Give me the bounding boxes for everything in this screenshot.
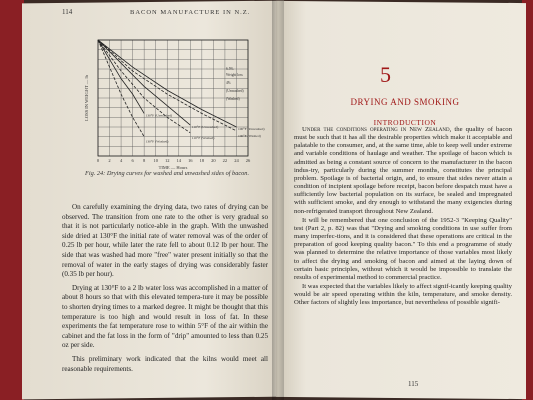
paragraph-text: the quality of bacon must be such that it has all the desirable properties which make it acceptable and palatable to the consumer, and, at the same time, able to keep well under extreme and variable conditions of haulage and weather. The spoilage of bacon which is admitted as being a constant source of concern to the manufacturer in the bacon indus-try, particularly during the summer months, constitutes the principal problem. Spoilage is of bacterial origin, and, to ensure that sides never attain a condition of incipient spoilage before receipt, bacon before despatch must have a sufficiently low bacterial population on its surface, be sealed and impregnated with sufficient smoke, and dry enough to withstand the many exigencies during non-refrigerated transport throughout New Zealand. xyxy=(294,126,512,215)
x-tick-label: 4 xyxy=(119,158,123,163)
x-tick-label: 24 xyxy=(234,158,239,163)
section-title: INTRODUCTION xyxy=(373,118,437,127)
chart-annotation: Weight loss xyxy=(226,73,243,77)
left-paragraph-2: Drying at 130°F to a 2 lb water loss was accomplished in a matter of about 8 hours so that with this elevated tempera-ture it may be possible to shorten drying times to a marked degree. It might be thought that this temperature is too high and would result in loss of fat. In these experiments the fat temperature rose to within 5°F of the air within the cabinet and the fat loss in the form of "drip" amounted to less than 0.25 oz per side. xyxy=(62,283,268,350)
x-tick-label: 6 xyxy=(131,158,134,163)
chapter-title: DRYING AND SMOKING xyxy=(350,97,460,107)
series-label: 100°F (Washed) xyxy=(237,133,261,138)
x-tick-label: 10 xyxy=(153,158,158,163)
left-running-header: BACON MANUFACTURE IN N.Z. xyxy=(130,9,251,16)
right-paragraph-2: It will be remembered that one conclusion of the 1952-3 "Keeping Quality" test (Part 2, p. 82) was that "Drying and smoking conditions in use suffer from many imperfec-tions, and it is considered that these operations are critical in the preparation of good keeping quality bacon." To this end a programme of study was planned to determine the relative importance of those variables most likely to affect the drying and smoking of bacon and aimed at the laying down of certain basic principles, without which it would be impossible to translate the results of experimental method to commercial practice. xyxy=(294,216,512,281)
x-tick-label: 12 xyxy=(164,158,170,163)
drying-curves-chart xyxy=(58,22,268,192)
x-tick-label: 16 xyxy=(188,158,193,163)
right-paragraph-3: It was expected that the variables likely to affect signif-icantly keeping quality would be air speed operating within the kiln, temperature, and smoke density. Other factors of slightly less importance, but nevertheless of possible signifi- xyxy=(294,282,512,307)
x-tick-label: 8 xyxy=(143,158,146,163)
x-tick-label: 26 xyxy=(245,158,251,163)
left-body-text xyxy=(62,203,268,378)
right-body-text xyxy=(294,126,512,308)
series-label: 100°F (Unwashed) xyxy=(237,127,265,131)
chapter-number: 5 xyxy=(380,62,391,87)
right-page-number: 115 xyxy=(408,380,419,388)
chart-annotation: (Washed) xyxy=(226,97,240,101)
book-cover-left xyxy=(0,0,24,400)
left-page-number: 114 xyxy=(62,8,73,16)
x-tick-label: 18 xyxy=(199,158,205,163)
x-tick-label: 2 xyxy=(108,158,111,163)
series-label: 130°F (Washed) xyxy=(145,139,169,144)
left-paragraph-1: On carefully examining the drying data, two rates of drying can be observed. The transition from one rate to the other is very gradual so that it is not particularly notice-able in the graph. With the unwashed side dried at 130°F the initial rate of water removal was of the order of 0.25 lb per hour, while later the rate fell to about 0.12 lb per hour. The side that was washed had more "free" water present initially so that the removal of water in the early stages of drying was considerably faster (0.35 lb per hour). xyxy=(62,203,268,279)
right-paragraph-1 xyxy=(294,126,512,216)
series-label: 110°F (Washed) xyxy=(191,135,215,140)
left-paragraph-3: This preliminary work indicated that the kilns would meet all reasonable requirements. xyxy=(62,354,268,373)
x-tick-label: 14 xyxy=(176,158,182,163)
x-axis-label: TIME — Hours xyxy=(158,165,188,170)
y-axis-label: LOSS IN WEIGHT — lb xyxy=(84,75,89,121)
chart-annotation: 4% xyxy=(226,81,231,85)
series-label: 110°F (Unwashed) xyxy=(191,125,219,130)
chart-annotation: (Unwashed) xyxy=(226,89,244,93)
series-label: 130°F (Unwashed) xyxy=(145,113,173,118)
book-gutter xyxy=(272,0,284,400)
figure-caption: Fig. 24: Drying curves for washed and unwashed sides of bacon. xyxy=(84,170,250,177)
paragraph-lead: Under the conditions operating in New Zealand, xyxy=(302,126,452,133)
chart-annotation: 6.5% xyxy=(226,67,234,71)
x-tick-label: 0 xyxy=(96,158,100,163)
x-tick-label: 22 xyxy=(222,158,228,163)
x-tick-label: 20 xyxy=(211,158,216,163)
